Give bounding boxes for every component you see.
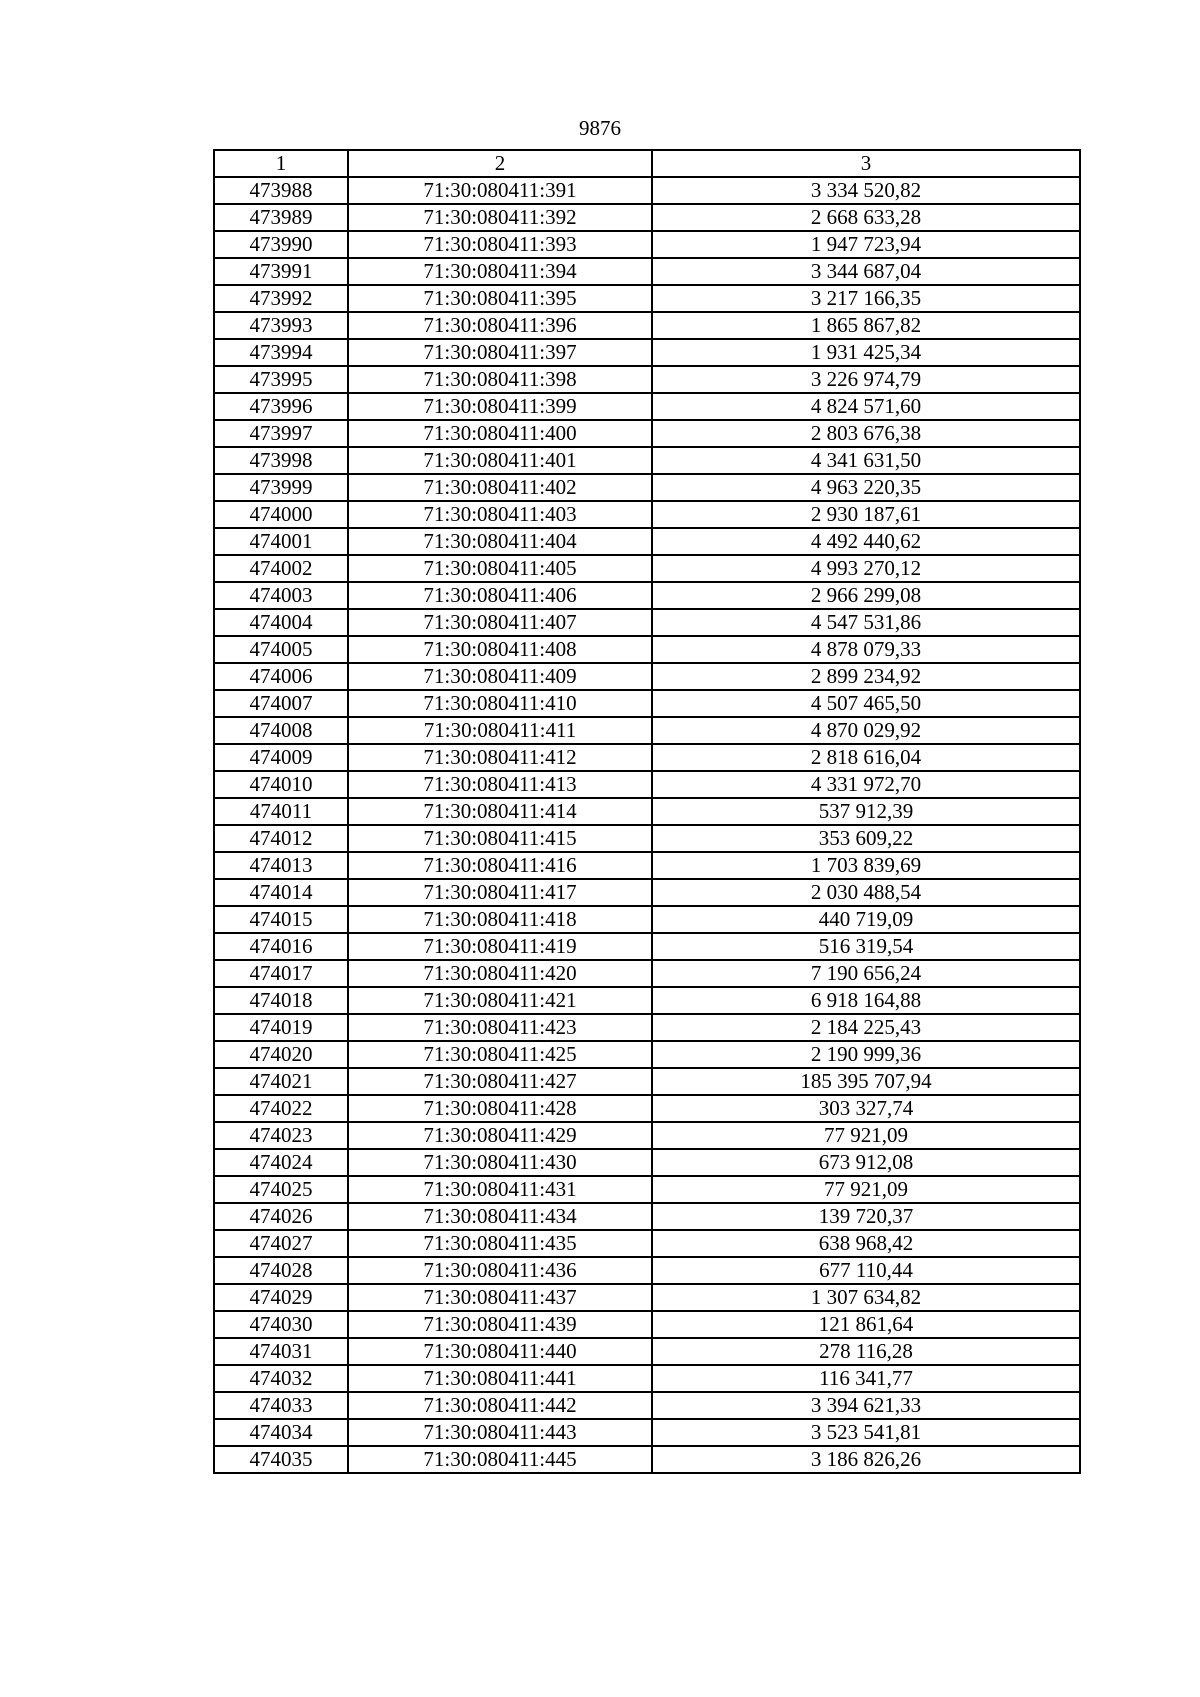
value-cell: 3 334 520,82 <box>652 177 1080 204</box>
column-header-1: 1 <box>214 150 348 177</box>
page-number: 9876 <box>579 116 621 140</box>
table-row <box>214 177 1080 204</box>
value-cell: 3 217 166,35 <box>652 285 1080 312</box>
value-cell: 2 803 676,38 <box>652 420 1080 447</box>
row-number-cell: 474000 <box>214 501 348 528</box>
table-row <box>214 663 1080 690</box>
cadastral-number-cell: 71:30:080411:420 <box>348 960 652 987</box>
row-number-cell: 474005 <box>214 636 348 663</box>
cadastral-number-cell: 71:30:080411:396 <box>348 312 652 339</box>
table-row <box>214 1149 1080 1176</box>
cadastral-number-cell: 71:30:080411:393 <box>348 231 652 258</box>
table-row <box>214 582 1080 609</box>
value-cell: 516 319,54 <box>652 933 1080 960</box>
table-row <box>214 366 1080 393</box>
row-number-cell: 474010 <box>214 771 348 798</box>
cadastral-number-cell: 71:30:080411:410 <box>348 690 652 717</box>
cadastral-number-cell: 71:30:080411:414 <box>348 798 652 825</box>
cadastral-number-cell: 71:30:080411:425 <box>348 1041 652 1068</box>
value-cell: 3 344 687,04 <box>652 258 1080 285</box>
row-number-cell: 474006 <box>214 663 348 690</box>
table-header <box>214 150 1080 177</box>
cadastral-number-cell: 71:30:080411:400 <box>348 420 652 447</box>
value-cell: 1 865 867,82 <box>652 312 1080 339</box>
table-row <box>214 1122 1080 1149</box>
row-number-cell: 474026 <box>214 1203 348 1230</box>
value-cell: 4 547 531,86 <box>652 609 1080 636</box>
cadastral-number-cell: 71:30:080411:439 <box>348 1311 652 1338</box>
value-cell: 7 190 656,24 <box>652 960 1080 987</box>
row-number-cell: 474015 <box>214 906 348 933</box>
value-cell: 2 818 616,04 <box>652 744 1080 771</box>
row-number-cell: 474002 <box>214 555 348 582</box>
table-row <box>214 501 1080 528</box>
value-cell: 6 918 164,88 <box>652 987 1080 1014</box>
table-row <box>214 636 1080 663</box>
table-row <box>214 258 1080 285</box>
table-row <box>214 447 1080 474</box>
row-number-cell: 474033 <box>214 1392 348 1419</box>
row-number-cell: 474020 <box>214 1041 348 1068</box>
row-number-cell: 474022 <box>214 1095 348 1122</box>
table-row <box>214 1014 1080 1041</box>
value-cell: 4 878 079,33 <box>652 636 1080 663</box>
data-table <box>213 149 1081 1474</box>
cadastral-number-cell: 71:30:080411:445 <box>348 1446 652 1473</box>
row-number-cell: 474004 <box>214 609 348 636</box>
table-row <box>214 717 1080 744</box>
row-number-cell: 474035 <box>214 1446 348 1473</box>
cadastral-number-cell: 71:30:080411:404 <box>348 528 652 555</box>
table-row <box>214 1095 1080 1122</box>
value-cell: 3 226 974,79 <box>652 366 1080 393</box>
row-number-cell: 473989 <box>214 204 348 231</box>
row-number-cell: 474017 <box>214 960 348 987</box>
row-number-cell: 473998 <box>214 447 348 474</box>
cadastral-number-cell: 71:30:080411:399 <box>348 393 652 420</box>
cadastral-number-cell: 71:30:080411:392 <box>348 204 652 231</box>
table-row <box>214 825 1080 852</box>
row-number-cell: 474023 <box>214 1122 348 1149</box>
table-row <box>214 1446 1080 1473</box>
table-row <box>214 879 1080 906</box>
value-cell: 2 184 225,43 <box>652 1014 1080 1041</box>
row-number-cell: 474011 <box>214 798 348 825</box>
row-number-cell: 474031 <box>214 1338 348 1365</box>
row-number-cell: 474016 <box>214 933 348 960</box>
table-row <box>214 1068 1080 1095</box>
cadastral-number-cell: 71:30:080411:402 <box>348 474 652 501</box>
row-number-cell: 474019 <box>214 1014 348 1041</box>
table-row <box>214 906 1080 933</box>
cadastral-number-cell: 71:30:080411:415 <box>348 825 652 852</box>
table-row <box>214 1230 1080 1257</box>
table-row <box>214 744 1080 771</box>
cadastral-number-cell: 71:30:080411:440 <box>348 1338 652 1365</box>
table-row <box>214 609 1080 636</box>
cadastral-number-cell: 71:30:080411:407 <box>348 609 652 636</box>
value-cell: 2 966 299,08 <box>652 582 1080 609</box>
row-number-cell: 474025 <box>214 1176 348 1203</box>
cadastral-number-cell: 71:30:080411:428 <box>348 1095 652 1122</box>
row-number-cell: 474030 <box>214 1311 348 1338</box>
table-row <box>214 1041 1080 1068</box>
table-row <box>214 420 1080 447</box>
row-number-cell: 474007 <box>214 690 348 717</box>
cadastral-number-cell: 71:30:080411:398 <box>348 366 652 393</box>
value-cell: 4 492 440,62 <box>652 528 1080 555</box>
row-number-cell: 474001 <box>214 528 348 555</box>
cadastral-number-cell: 71:30:080411:413 <box>348 771 652 798</box>
cadastral-number-cell: 71:30:080411:430 <box>348 1149 652 1176</box>
value-cell: 1 931 425,34 <box>652 339 1080 366</box>
table-row <box>214 393 1080 420</box>
cadastral-number-cell: 71:30:080411:437 <box>348 1284 652 1311</box>
table-row <box>214 1176 1080 1203</box>
value-cell: 3 394 621,33 <box>652 1392 1080 1419</box>
value-cell: 440 719,09 <box>652 906 1080 933</box>
value-cell: 3 523 541,81 <box>652 1419 1080 1446</box>
cadastral-number-cell: 71:30:080411:443 <box>348 1419 652 1446</box>
row-number-cell: 474024 <box>214 1149 348 1176</box>
table-row <box>214 960 1080 987</box>
table-row <box>214 852 1080 879</box>
value-cell: 677 110,44 <box>652 1257 1080 1284</box>
header-row <box>214 150 1080 177</box>
row-number-cell: 474034 <box>214 1419 348 1446</box>
value-cell: 4 870 029,92 <box>652 717 1080 744</box>
value-cell: 139 720,37 <box>652 1203 1080 1230</box>
value-cell: 4 963 220,35 <box>652 474 1080 501</box>
cadastral-number-cell: 71:30:080411:416 <box>348 852 652 879</box>
row-number-cell: 473999 <box>214 474 348 501</box>
cadastral-number-cell: 71:30:080411:409 <box>348 663 652 690</box>
value-cell: 4 824 571,60 <box>652 393 1080 420</box>
table-row <box>214 339 1080 366</box>
cadastral-number-cell: 71:30:080411:408 <box>348 636 652 663</box>
row-number-cell: 474021 <box>214 1068 348 1095</box>
table-row <box>214 1419 1080 1446</box>
table-row <box>214 1203 1080 1230</box>
value-cell: 185 395 707,94 <box>652 1068 1080 1095</box>
table-row <box>214 690 1080 717</box>
cadastral-number-cell: 71:30:080411:394 <box>348 258 652 285</box>
cadastral-number-cell: 71:30:080411:421 <box>348 987 652 1014</box>
cadastral-number-cell: 71:30:080411:442 <box>348 1392 652 1419</box>
row-number-cell: 474014 <box>214 879 348 906</box>
cadastral-number-cell: 71:30:080411:441 <box>348 1365 652 1392</box>
cadastral-number-cell: 71:30:080411:405 <box>348 555 652 582</box>
row-number-cell: 474013 <box>214 852 348 879</box>
value-cell: 3 186 826,26 <box>652 1446 1080 1473</box>
table-row <box>214 204 1080 231</box>
row-number-cell: 474028 <box>214 1257 348 1284</box>
cadastral-number-cell: 71:30:080411:436 <box>348 1257 652 1284</box>
column-header-2: 2 <box>348 150 652 177</box>
row-number-cell: 473993 <box>214 312 348 339</box>
value-cell: 77 921,09 <box>652 1122 1080 1149</box>
value-cell: 278 116,28 <box>652 1338 1080 1365</box>
row-number-cell: 474018 <box>214 987 348 1014</box>
value-cell: 4 331 972,70 <box>652 771 1080 798</box>
table-row <box>214 285 1080 312</box>
cadastral-number-cell: 71:30:080411:397 <box>348 339 652 366</box>
row-number-cell: 474008 <box>214 717 348 744</box>
cadastral-number-cell: 71:30:080411:395 <box>348 285 652 312</box>
value-cell: 4 993 270,12 <box>652 555 1080 582</box>
cadastral-number-cell: 71:30:080411:427 <box>348 1068 652 1095</box>
row-number-cell: 473995 <box>214 366 348 393</box>
row-number-cell: 474003 <box>214 582 348 609</box>
value-cell: 1 307 634,82 <box>652 1284 1080 1311</box>
value-cell: 537 912,39 <box>652 798 1080 825</box>
cadastral-number-cell: 71:30:080411:412 <box>348 744 652 771</box>
cadastral-number-cell: 71:30:080411:391 <box>348 177 652 204</box>
cadastral-number-cell: 71:30:080411:423 <box>348 1014 652 1041</box>
value-cell: 2 190 999,36 <box>652 1041 1080 1068</box>
row-number-cell: 474027 <box>214 1230 348 1257</box>
column-header-3: 3 <box>652 150 1080 177</box>
table-row <box>214 1257 1080 1284</box>
row-number-cell: 473994 <box>214 339 348 366</box>
value-cell: 121 861,64 <box>652 1311 1080 1338</box>
row-number-cell: 474012 <box>214 825 348 852</box>
table-row <box>214 555 1080 582</box>
table-row <box>214 1392 1080 1419</box>
table-row <box>214 1311 1080 1338</box>
value-cell: 303 327,74 <box>652 1095 1080 1122</box>
cadastral-number-cell: 71:30:080411:419 <box>348 933 652 960</box>
table-row <box>214 528 1080 555</box>
table-row <box>214 1365 1080 1392</box>
cadastral-number-cell: 71:30:080411:403 <box>348 501 652 528</box>
row-number-cell: 473992 <box>214 285 348 312</box>
row-number-cell: 473990 <box>214 231 348 258</box>
value-cell: 77 921,09 <box>652 1176 1080 1203</box>
cadastral-number-cell: 71:30:080411:401 <box>348 447 652 474</box>
cadastral-number-cell: 71:30:080411:406 <box>348 582 652 609</box>
table-row <box>214 474 1080 501</box>
value-cell: 2 899 234,92 <box>652 663 1080 690</box>
cadastral-number-cell: 71:30:080411:418 <box>348 906 652 933</box>
row-number-cell: 473988 <box>214 177 348 204</box>
table-row <box>214 1338 1080 1365</box>
table-row <box>214 231 1080 258</box>
table-row <box>214 987 1080 1014</box>
table-row <box>214 312 1080 339</box>
row-number-cell: 473996 <box>214 393 348 420</box>
value-cell: 4 341 631,50 <box>652 447 1080 474</box>
row-number-cell: 473997 <box>214 420 348 447</box>
row-number-cell: 473991 <box>214 258 348 285</box>
value-cell: 638 968,42 <box>652 1230 1080 1257</box>
cadastral-number-cell: 71:30:080411:417 <box>348 879 652 906</box>
cadastral-number-cell: 71:30:080411:435 <box>348 1230 652 1257</box>
row-number-cell: 474009 <box>214 744 348 771</box>
value-cell: 673 912,08 <box>652 1149 1080 1176</box>
value-cell: 353 609,22 <box>652 825 1080 852</box>
cadastral-number-cell: 71:30:080411:434 <box>348 1203 652 1230</box>
value-cell: 4 507 465,50 <box>652 690 1080 717</box>
value-cell: 2 930 187,61 <box>652 501 1080 528</box>
table-row <box>214 771 1080 798</box>
value-cell: 2 668 633,28 <box>652 204 1080 231</box>
row-number-cell: 474029 <box>214 1284 348 1311</box>
table-body <box>214 177 1080 1473</box>
table-row <box>214 933 1080 960</box>
cadastral-number-cell: 71:30:080411:429 <box>348 1122 652 1149</box>
value-cell: 2 030 488,54 <box>652 879 1080 906</box>
value-cell: 1 947 723,94 <box>652 231 1080 258</box>
row-number-cell: 474032 <box>214 1365 348 1392</box>
cadastral-number-cell: 71:30:080411:411 <box>348 717 652 744</box>
table-row <box>214 798 1080 825</box>
value-cell: 1 703 839,69 <box>652 852 1080 879</box>
cadastral-number-cell: 71:30:080411:431 <box>348 1176 652 1203</box>
value-cell: 116 341,77 <box>652 1365 1080 1392</box>
table-row <box>214 1284 1080 1311</box>
